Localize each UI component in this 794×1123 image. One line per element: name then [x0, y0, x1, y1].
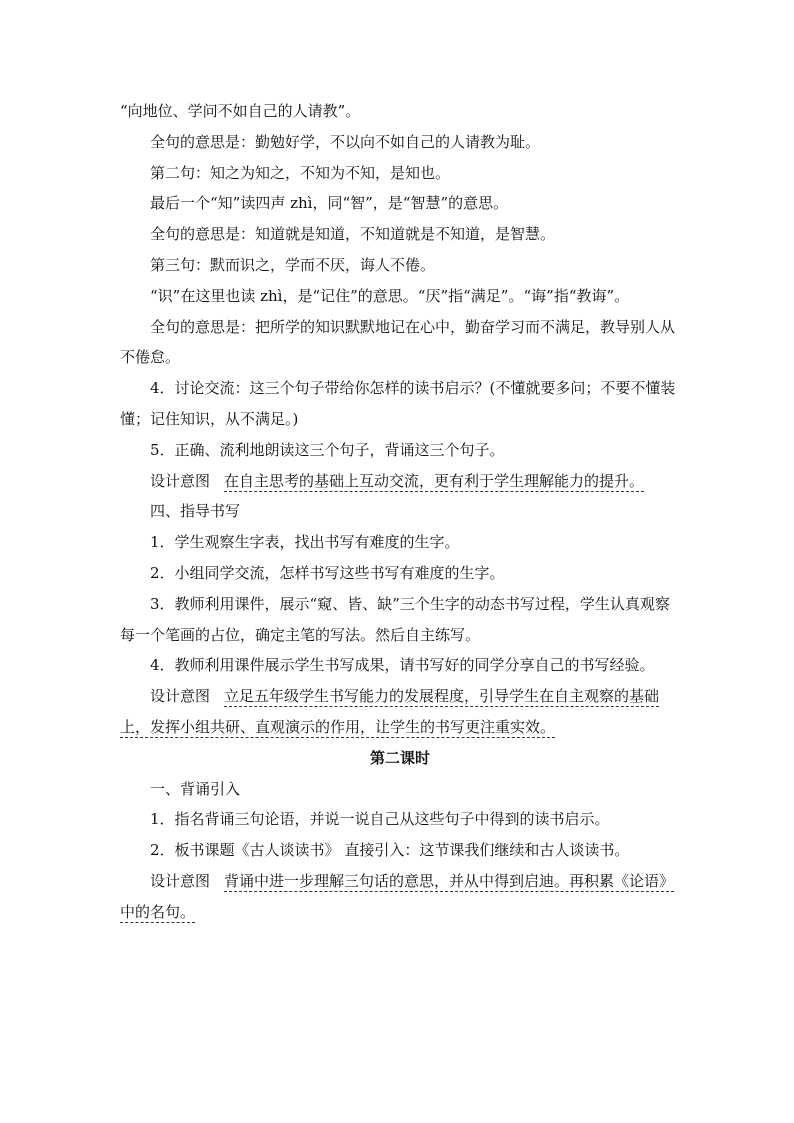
- list-item: 3．教师利用课件，展示“窥、皆、缺”三个生字的动态书写过程，学生认真观察每一个笔画的占位，确定主笔的写法。然后自主练写。: [120, 594, 670, 644]
- list-item: 4．教师利用课件展示学生书写成果，请书写好的同学分享自己的书写经验。: [150, 656, 655, 675]
- design-intent-2: [120, 681, 680, 743]
- paragraph-meaning-2: 全句的意思是：知道就是知道，不知道就是不知道，是智慧。: [150, 225, 556, 244]
- design-intent-label: 设计意图: [150, 687, 211, 706]
- paragraph-sentence-2: 第二句：知之为知之，不知为不知，是知也。: [150, 163, 451, 182]
- paragraph-sentence-3: 第三句：默而识之，学而不厌，诲人不倦。: [150, 255, 436, 274]
- paragraph-quote-end: “向地位、学问不如自己的人请教”。: [120, 102, 361, 120]
- document-body: [120, 96, 680, 928]
- section-title-writing: 四、指导书写: [150, 502, 241, 521]
- design-intent-text: 背诵中进一步理解三句话的意思，并从中得到启迪。再积累《论语》中的名句。: [120, 871, 675, 921]
- list-item: 2．小组同学交流，怎样书写这些书写有难度的生字。: [150, 563, 505, 582]
- design-intent-label: 设计意图: [150, 471, 211, 490]
- design-intent-text: 在自主思考的基础上互动交流，更有利于学生理解能力的提升。: [224, 471, 645, 490]
- list-item: 2．板书课题《古人谈读书》 直接引入：这节课我们继续和古人谈读书。: [150, 841, 630, 860]
- design-intent-3: [120, 866, 680, 928]
- design-intent-text: 立足五年级学生书写能力的发展程度，引导学生在自主观察的基础上，发挥小组共研、直观演示的作用，让学生的书写更注重实效。: [120, 687, 660, 736]
- paragraph-discussion: 4．讨论交流：这三个句子带给你怎样的读书启示？(不懂就要多问；不要不懂装懂；记住知识，从不满足。): [120, 379, 676, 428]
- list-item: 1．学生观察生字表，找出书写有难度的生字。: [150, 533, 460, 552]
- list-item: 1．指名背诵三句论语，并说一说自己从这些句子中得到的读书启示。: [150, 810, 610, 829]
- design-intent-label: 设计意图: [150, 871, 211, 890]
- paragraph-meaning-1: 全句的意思是：勤勉好学，不以向不如自己的人请教为耻。: [150, 132, 541, 151]
- paragraph-recite: 5．正确、流利地朗读这三个句子，背诵这三个句子。: [150, 440, 505, 459]
- lesson-heading: 第二课时: [369, 748, 430, 767]
- paragraph-meaning-3: 全句的意思是：把所学的知识默默地记在心中，勤奋学习而不满足，教导别人从不倦怠。: [120, 317, 676, 367]
- paragraph-word-notes: “识”在这里也读 zhì，是“记住”的意思。“厌”指“满足”。“诲”指“教诲”。: [150, 286, 630, 305]
- paragraph-zhi-note: 最后一个“知”读四声 zhì，同“智”，是“智慧”的意思。: [150, 194, 509, 213]
- section-title-intro: 一、背诵引入: [150, 779, 241, 798]
- design-intent-1: [120, 466, 680, 497]
